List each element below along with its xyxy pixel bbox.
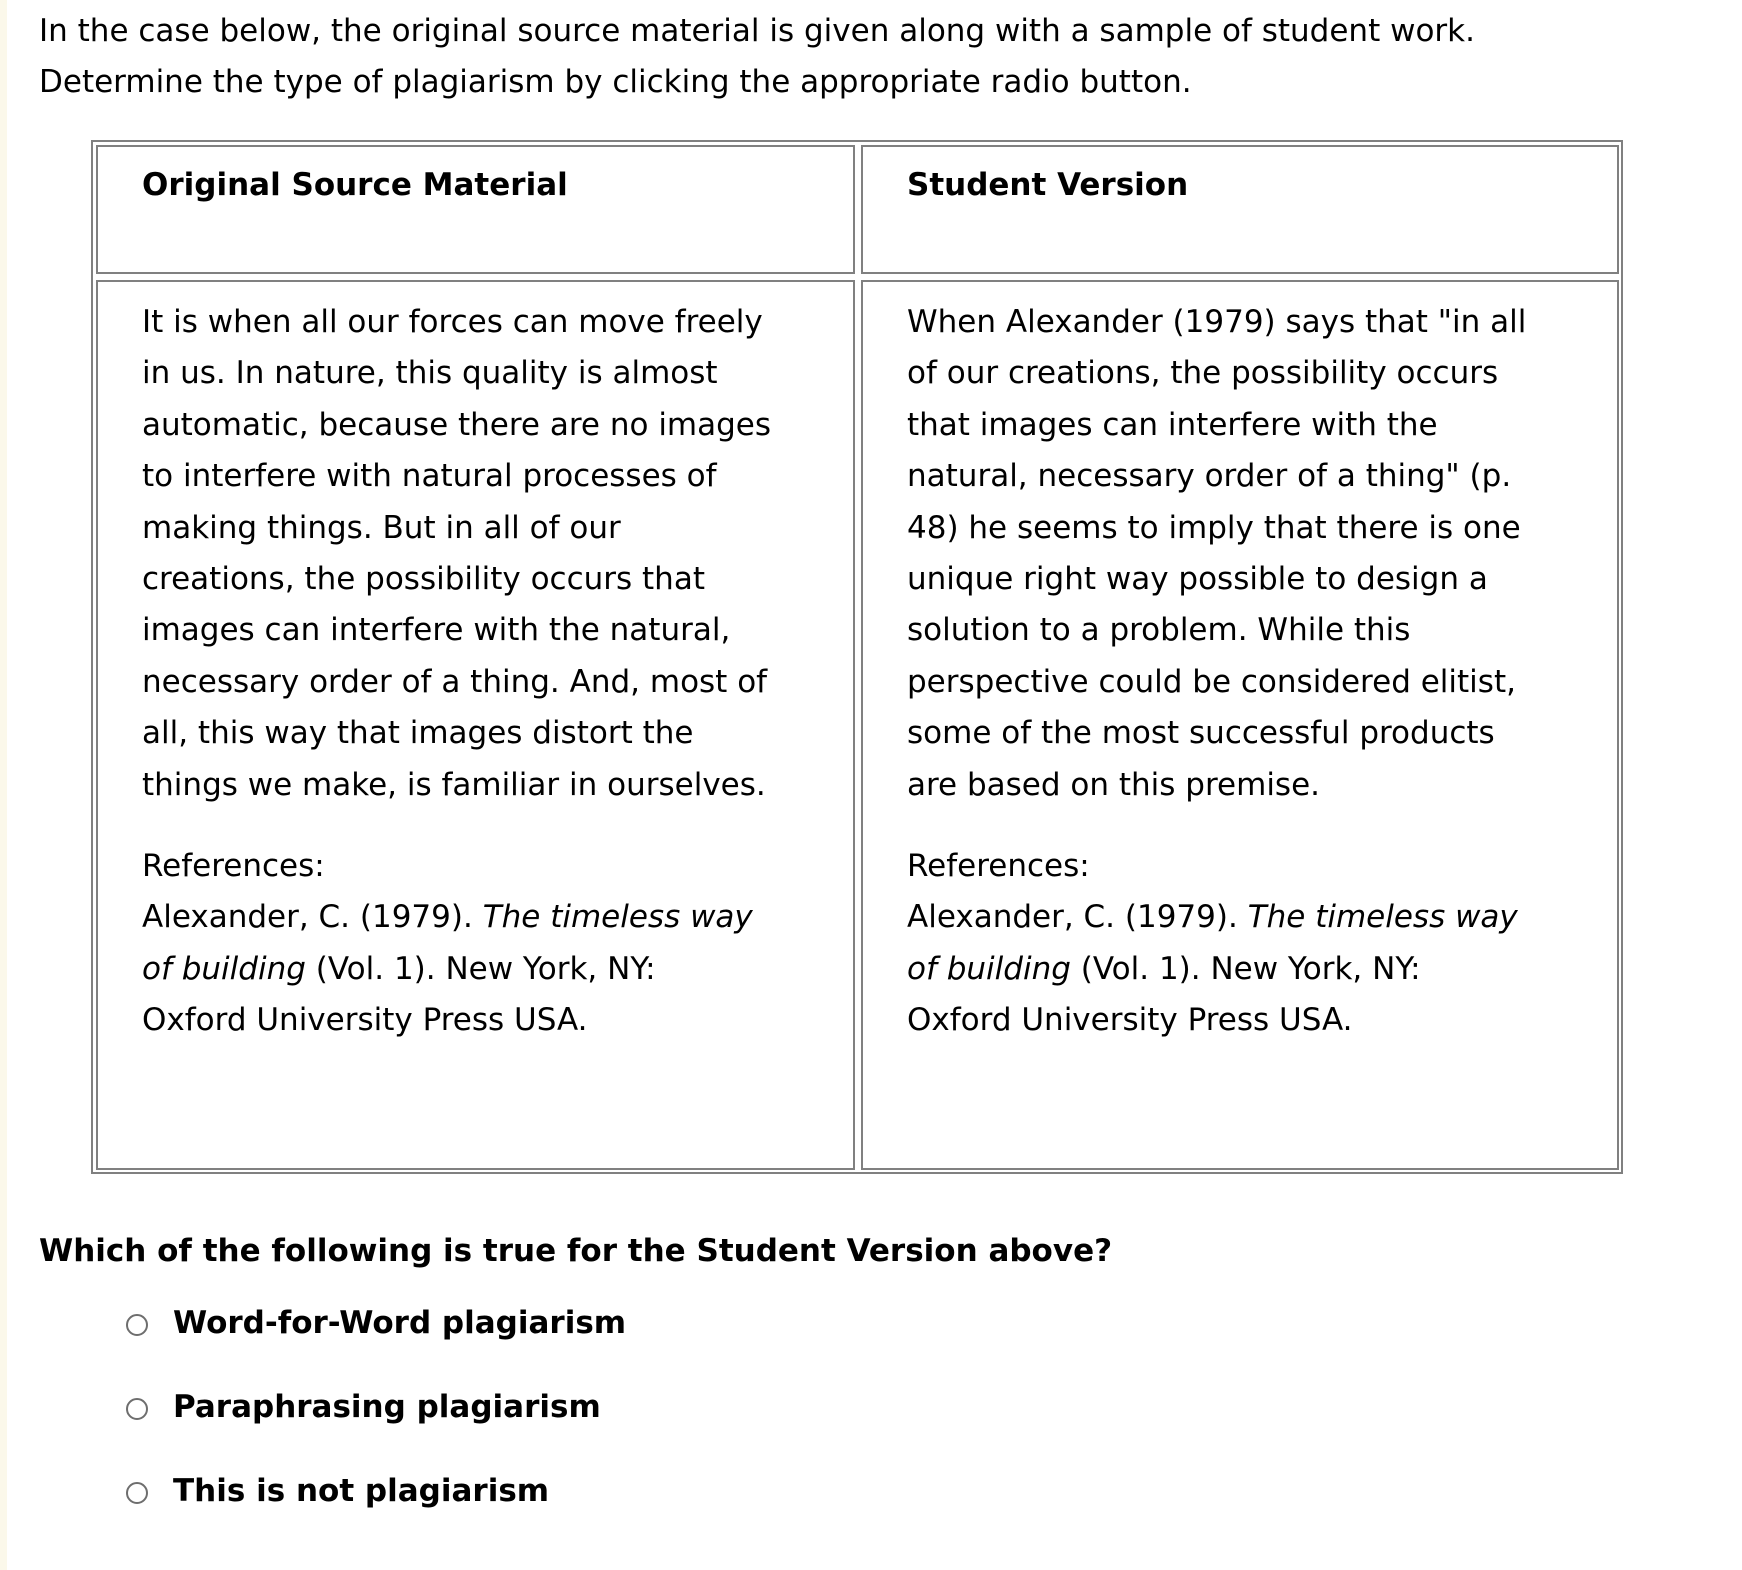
passage-line: to interfere with natural processes of: [142, 458, 717, 495]
passage-line: images can interfere with the natural,: [142, 612, 731, 649]
original-content-cell: [96, 280, 855, 1170]
option-not-plagiarism[interactable]: [126, 1473, 1026, 1564]
reference-line-2: [142, 944, 822, 995]
student-passage: [907, 297, 1587, 811]
student-heading-cell: [861, 145, 1619, 274]
left-page-accent: [0, 0, 7, 1570]
radio-button[interactable]: [126, 1398, 148, 1420]
comparison-table: [91, 140, 1623, 1174]
passage-line: making things. But in all of our: [142, 509, 621, 546]
option-label[interactable]: Paraphrasing plagiarism: [173, 1389, 601, 1425]
passage-line: all, this way that images distort the: [142, 715, 694, 752]
student-heading: Student Version: [907, 167, 1189, 203]
original-heading-cell: [96, 145, 855, 274]
passage-line: of our creations, the possibility occurs: [907, 355, 1499, 392]
reference-publisher: Oxford University Press USA.: [142, 1002, 588, 1039]
instructions: [39, 6, 1689, 108]
original-references: [142, 841, 822, 1047]
answer-options: [126, 1305, 1026, 1564]
reference-author-year: Alexander, C. (1979).: [142, 899, 483, 936]
option-word-for-word[interactable]: [126, 1305, 1026, 1396]
reference-title-part-1: The timeless way: [482, 899, 753, 936]
option-label[interactable]: Word-for-Word plagiarism: [173, 1305, 627, 1341]
passage-line: It is when all our forces can move freely: [142, 304, 763, 340]
reference-line-1: [907, 892, 1587, 943]
passage-line: automatic, because there are no images: [142, 406, 772, 443]
radio-button[interactable]: [126, 1314, 148, 1336]
passage-line: are based on this premise.: [907, 766, 1321, 803]
option-paraphrasing[interactable]: [126, 1389, 1026, 1480]
passage-line: unique right way possible to design a: [907, 561, 1488, 598]
reference-line-1: [142, 892, 822, 943]
passage-line: perspective could be considered elitist,: [907, 663, 1516, 700]
passage-line: creations, the possibility occurs that: [142, 561, 705, 598]
passage-line: When Alexander (1979) says that "in all: [907, 304, 1527, 340]
reference-details: (Vol. 1). New York, NY:: [1070, 950, 1421, 987]
reference-title-part-1: The timeless way: [1247, 899, 1518, 936]
passage-line: necessary order of a thing. And, most of: [142, 663, 768, 700]
reference-title-part-2: of building: [142, 950, 306, 987]
original-heading: Original Source Material: [142, 167, 568, 203]
instructions-line-1: In the case below, the original source material is given along with a sample of student work.: [39, 13, 1475, 49]
passage-line: that images can interfere with the: [907, 406, 1438, 443]
reference-publisher: Oxford University Press USA.: [907, 1002, 1353, 1039]
student-content-cell: [861, 280, 1619, 1170]
reference-author-year: Alexander, C. (1979).: [907, 899, 1248, 936]
passage-line: some of the most successful products: [907, 715, 1495, 752]
instructions-line-2: Determine the type of plagiarism by clicking the appropriate radio button.: [39, 64, 1192, 100]
radio-button[interactable]: [126, 1482, 148, 1504]
references-label: References:: [907, 848, 1090, 884]
passage-line: natural, necessary order of a thing" (p.: [907, 458, 1512, 495]
passage-line: solution to a problem. While this: [907, 612, 1411, 649]
question-prompt: Which of the following is true for the Student Version above?: [39, 1233, 1113, 1269]
passage-line: 48) he seems to imply that there is one: [907, 509, 1521, 546]
option-label[interactable]: This is not plagiarism: [173, 1473, 550, 1509]
passage-line: in us. In nature, this quality is almost: [142, 355, 718, 392]
references-label: References:: [142, 848, 325, 884]
reference-line-2: [907, 944, 1587, 995]
reference-details: (Vol. 1). New York, NY:: [305, 950, 656, 987]
original-passage: [142, 297, 822, 811]
student-references: [907, 841, 1587, 1047]
passage-line: things we make, is familiar in ourselves.: [142, 766, 766, 803]
reference-title-part-2: of building: [907, 950, 1071, 987]
